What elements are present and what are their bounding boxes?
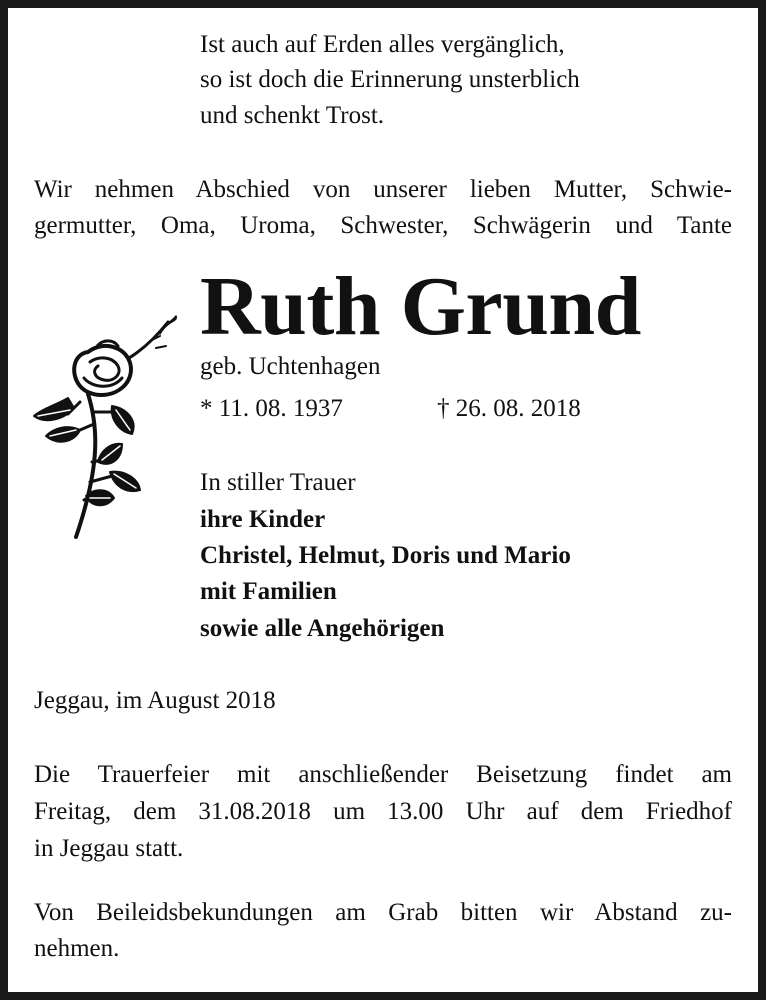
condolence-line-1: Von Beileidsbekundungen am Grab bitten wir Abstand zu- bbox=[34, 899, 732, 926]
deceased-name: Ruth Grund bbox=[200, 260, 641, 353]
rose-icon bbox=[28, 312, 188, 542]
funeral-line-3: in Jeggau statt. bbox=[34, 835, 184, 862]
funeral-line-1: Die Trauerfeier mit anschließender Beisetzung findet am bbox=[34, 761, 732, 788]
poem-line-3: und schenkt Trost. bbox=[200, 102, 385, 129]
birth-date: * 11. 08. 1937 bbox=[200, 395, 343, 422]
poem-line-2: so ist doch die Erinnerung unsterblich bbox=[200, 66, 580, 93]
mourners-line-1: ihre Kinder bbox=[200, 506, 326, 533]
funeral-line-2: Freitag, dem 31.08.2018 um 13.00 Uhr auf dem Friedhof bbox=[34, 798, 732, 825]
poem-line-1: Ist auch auf Erden alles vergänglich, bbox=[200, 31, 565, 58]
death-date: † 26. 08. 2018 bbox=[437, 395, 581, 422]
place-date: Jeggau, im August 2018 bbox=[34, 687, 276, 714]
mourning-intro: In stiller Trauer bbox=[200, 469, 356, 496]
farewell-line-2: germutter, Oma, Uroma, Schwester, Schwägerin und Tante bbox=[34, 212, 732, 239]
farewell-line-1: Wir nehmen Abschied von unserer lieben Mutter, Schwie- bbox=[34, 176, 732, 203]
mourners-line-3: mit Familien bbox=[200, 578, 337, 605]
condolence-line-2: nehmen. bbox=[34, 935, 120, 962]
mourners-line-4: sowie alle Angehörigen bbox=[200, 615, 445, 642]
birth-name: geb. Uchtenhagen bbox=[200, 353, 381, 380]
mourners-line-2: Christel, Helmut, Doris und Mario bbox=[200, 542, 571, 569]
